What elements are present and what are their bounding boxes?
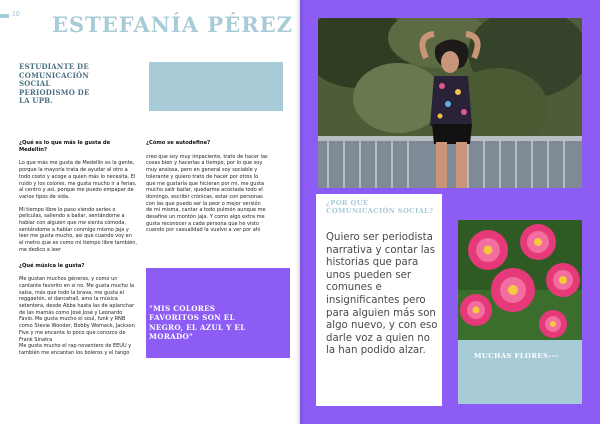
page-gutter (296, 0, 304, 424)
portrait-photo (318, 18, 582, 188)
flowers-photo-graphic (458, 220, 582, 340)
answer-free-time: Mi tiempo libre lo paso viendo series o películas, saliendo a bailar, sentándome a hablar con alguien que me sienta cómoda, sentándome a hablar conmigo mismo jaja y leer me gusta mucho, así que cuando voy en el metro que es como mi tiempo libre también, me dedico a leer (19, 206, 137, 253)
answer-medellin: Lo que más me gusta de Medellín es la gente, porque la mayoría trata de ayudar al otro a todo costo y acoge a quien más lo necesita. El ruido y los colores, me gusta mucho ir a ferias, al centro y así, porque me puedo empapar de varios tipos de vida. (19, 160, 137, 200)
flowers-caption: MUCHAS FLORES--- (474, 352, 559, 360)
answer-music-rap: Me gusta mucho el rap noventero de EEUU y también me encantan los boleros y el tango (19, 343, 132, 356)
answer-self-definition: creo que soy muy impaciente, trato de hacer las cosas bien y hacerlas a tiempo, por lo que soy muy ansiosa, pero en general soy sociable y tolerante y quiero trato de hacer por otros lo que me gustaría que hicieran por mi, me gusta mucho salir bailar, quedarme acostada todo el domingo, escribir crónicas, estar con personas con las que puedo ser la peor o mejor versión de mi misma, cantar a todo pulmón aunque me desafine un montón jaja. Y como algo extra me gusta reconocer a cada persona que he visto cuando por casualidad la vuelvo a ver por ahí (146, 153, 268, 234)
profile-name-headline: ESTEFANÍA PÉREZ (52, 12, 293, 37)
portrait-photo-graphic (318, 18, 582, 188)
decorative-blue-box (149, 62, 283, 111)
pull-quote: "MIS COLORES FAVORITOS SON EL NEGRO, EL AZUL Y EL MORADO" (149, 304, 246, 342)
interview-column-right (146, 140, 268, 240)
card-question: ¿POR QUÉ COMUNICACIÓN SOCIAL? (326, 199, 434, 216)
caption-band (458, 340, 582, 404)
card-answer: Quiero ser periodista narrativa y contar las historias que para unos pueden ser comunes e insignificantes pero para alguien más son algo nuevo, y con eso darle voz a quien no la han podido alzar. (326, 232, 438, 357)
page-number: 10 (12, 11, 20, 18)
profile-role-label: ESTUDIANTE DE COMUNICACIÓN SOCIAL PERIODISMO DE LA UPB. (19, 62, 90, 106)
interview-column-left (19, 140, 137, 363)
answer-music: Me gustan muchos géneros, y como un cantante favorito en sí no. Me gusta mucho la salsa, más que todo la brava, me gusta el reggaetón, el dancehall, amo la música setentera, desde Abba hasta las de aplanchar de las mamás como José José y Leonardo Favio. Me gusta mucho el soul, funk y RNB como Stevie Wonder, Bobby Womack, Jackson Five y me encanta lo poco que conozco de Frank Sinatra (19, 276, 135, 343)
question-music: ¿Qué música le gusta? (19, 262, 85, 269)
page-marker-bar (0, 14, 9, 18)
question-medellin: ¿Qué es lo que más le gusta de Medellín? (19, 140, 111, 153)
question-self-definition: ¿Cómo se autodefine? (146, 140, 211, 146)
flowers-photo (458, 220, 582, 340)
